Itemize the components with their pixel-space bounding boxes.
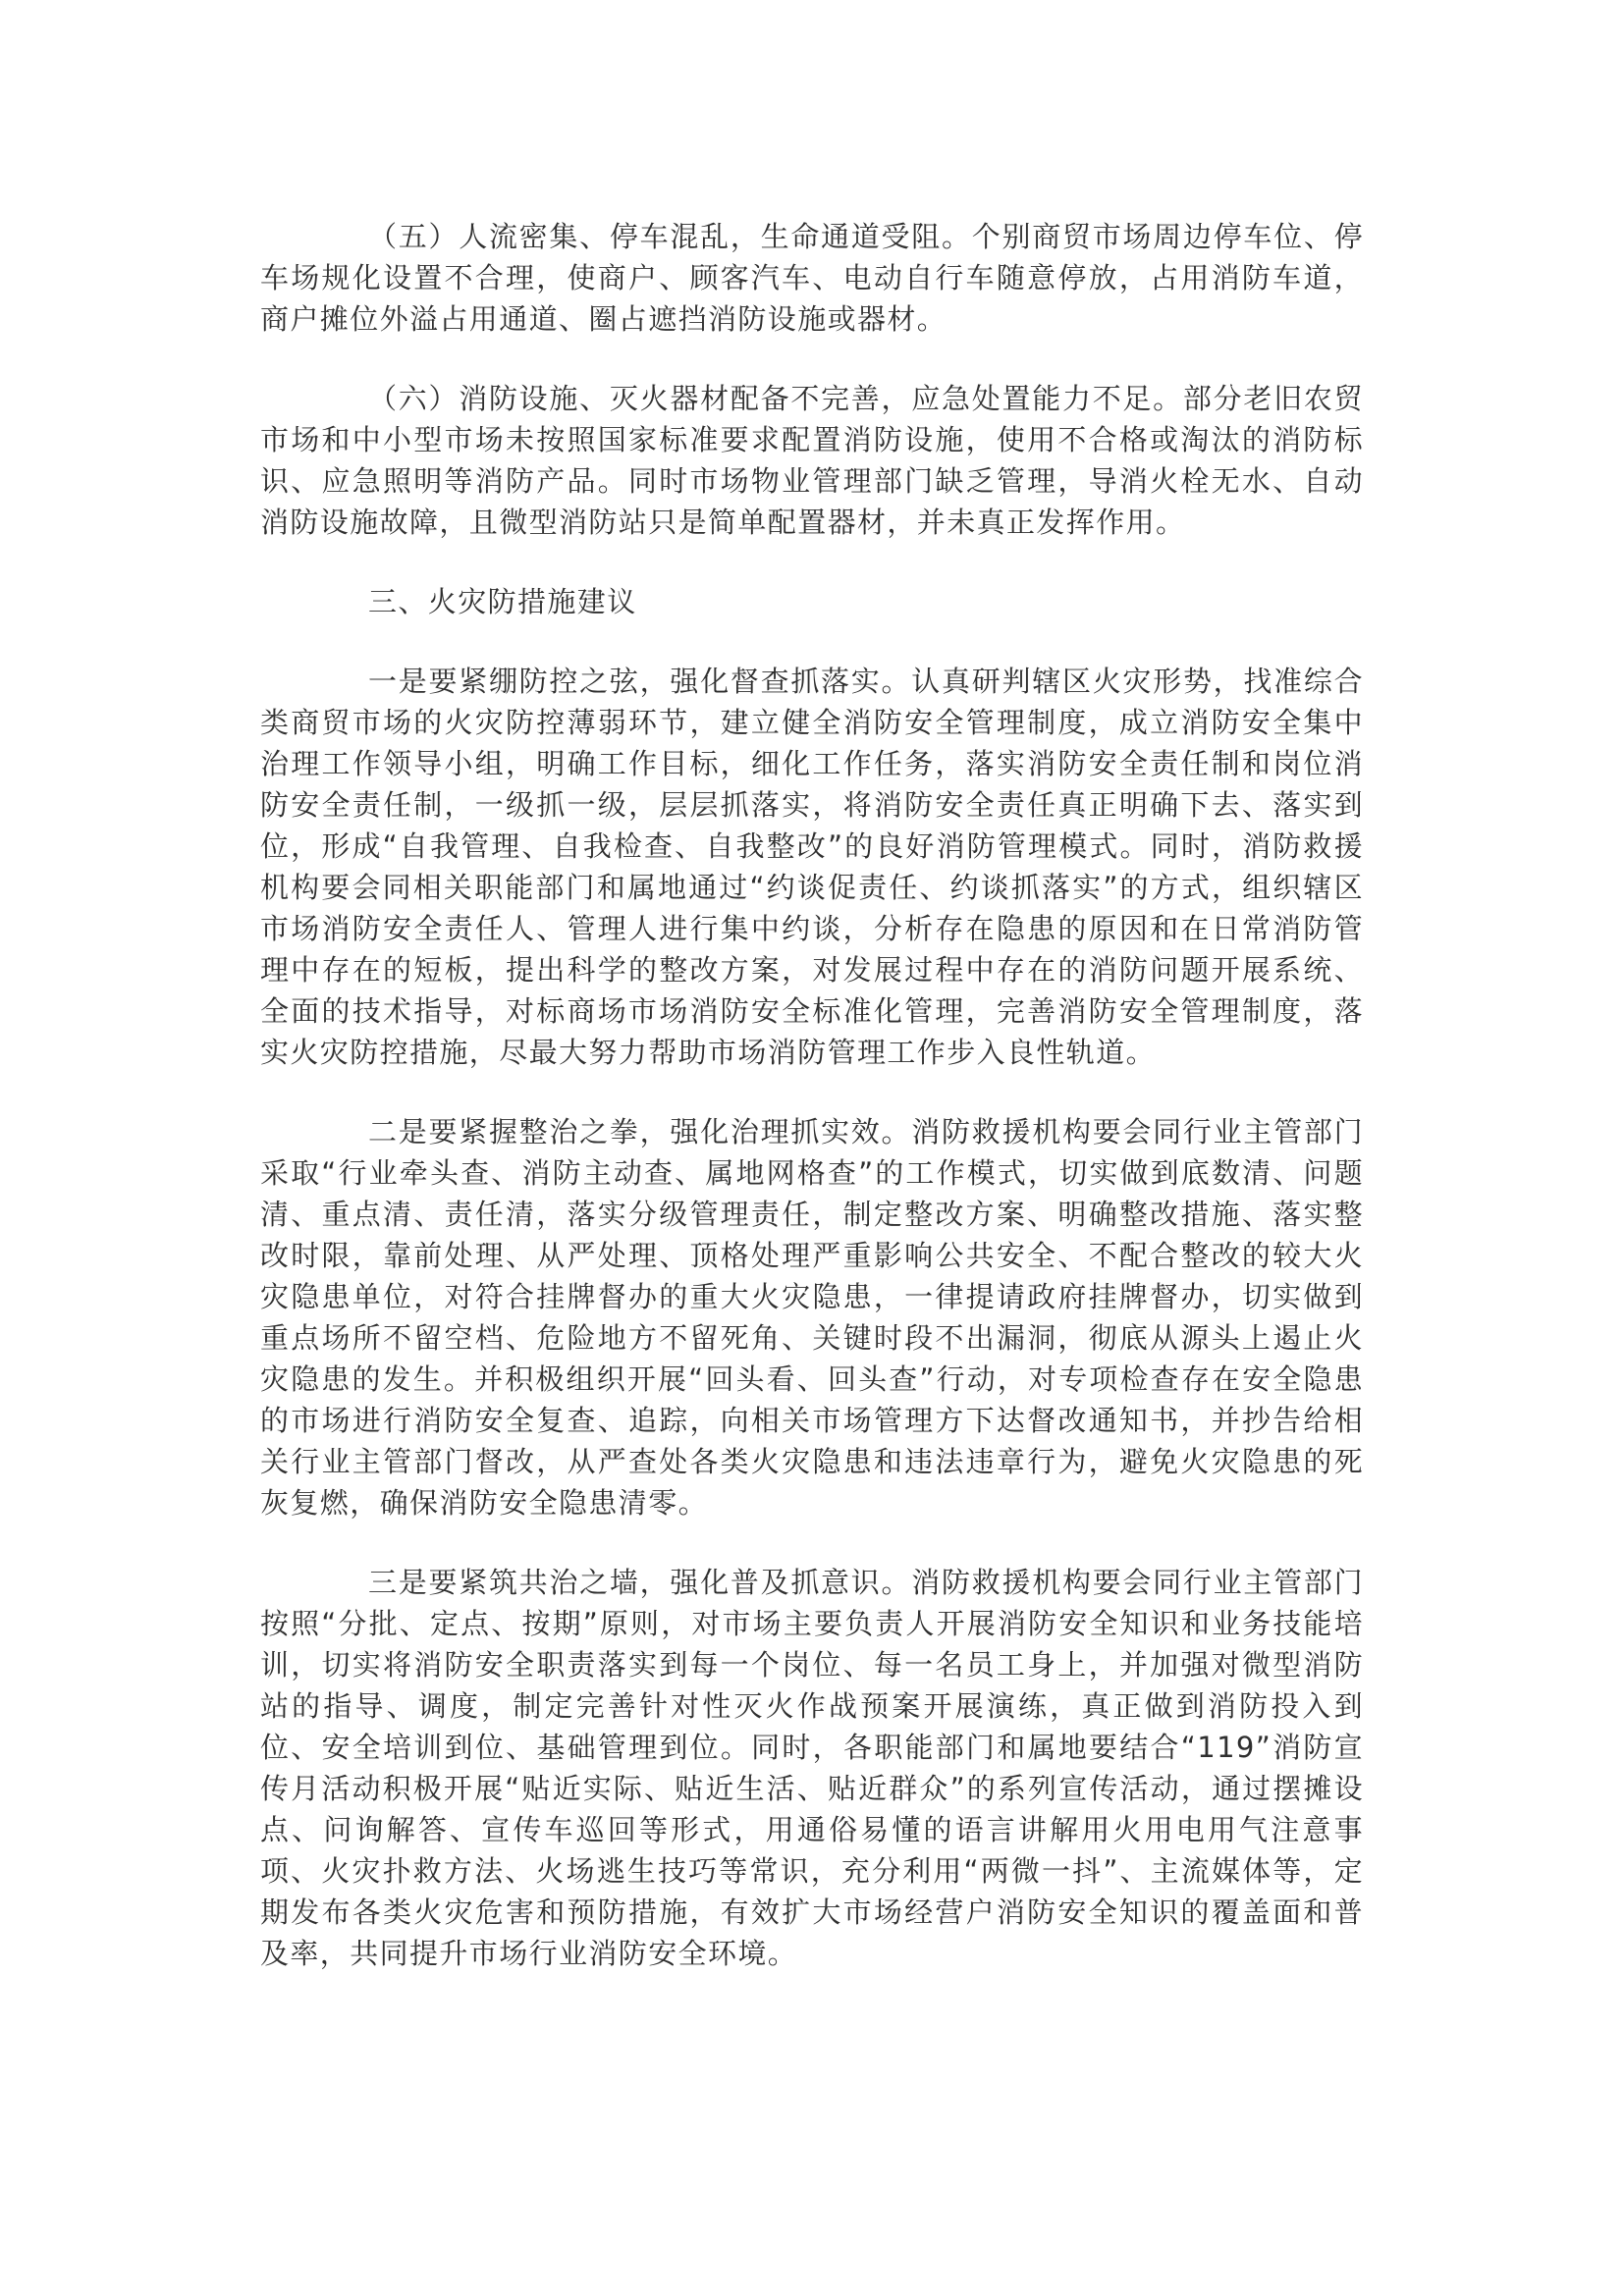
document-page: [260, 216, 1364, 1974]
paragraph-suggestion-three: 三是要紧筑共治之墙，强化普及抓意识。消防救援机构要会同行业主管部门按照“分批、定点、按期”原则，对市场主要负责人开展消防安全知识和业务技能培训，切实将消防安全职责落实到每一个岗位、每一名员工身上，并加强对微型消防站的指导、调度，制定完善针对性灭火作战预案开展演练，真正做到消防投入到位、安全培训到位、基础管理到位。同时，各职能部门和属地要结合“119”消防宣传月活动积极开展“贴近实际、贴近生活、贴近群众”的系列宣传活动，通过摆摊设点、问询解答、宣传车巡回等形式，用通俗易懂的语言讲解用火用电用气注意事项、火灾扑救方法、火场逃生技巧等常识，充分利用“两微一抖”、主流媒体等，定期发布各类火灾危害和预防措施，有效扩大市场经营户消防安全知识的覆盖面和普及率，共同提升市场行业消防安全环境。: [260, 1566, 1364, 1970]
paragraph-five-crowding: （五）人流密集、停车混乱，生命通道受阻。个别商贸市场周边停车位、停车场规化设置不合理，使商户、顾客汽车、电动自行车随意停放，占用消防车道，商户摊位外溢占用通道、圈占遮挡消防设施或器材。: [260, 220, 1364, 336]
section-heading-fire-prevention: 三、火灾防措施建议: [368, 585, 637, 618]
paragraph-six-facilities: （六）消防设施、灭火器材配备不完善，应急处置能力不足。部分老旧农贸市场和中小型市场未按照国家标准要求配置消防设施，使用不合格或淘汰的消防标识、应急照明等消防产品。同时市场物业管理部门缺乏管理，导消火栓无水、自动消防设施故障，且微型消防站只是简单配置器材，并未真正发挥作用。: [260, 382, 1364, 539]
paragraph-suggestion-two: 二是要紧握整治之拳，强化治理抓实效。消防救援机构要会同行业主管部门采取“行业牵头查、消防主动查、属地网格查”的工作模式，切实做到底数清、问题清、重点清、责任清，落实分级管理责任，制定整改方案、明确整改措施、落实整改时限，靠前处理、从严处理、顶格处理严重影响公共安全、不配合整改的较大火灾隐患单位，对符合挂牌督办的重大火灾隐患，一律提请政府挂牌督办，切实做到重点场所不留空档、危险地方不留死角、关键时段不出漏洞，彻底从源头上遏止火灾隐患的发生。并积极组织开展“回头看、回头查”行动，对专项检查存在安全隐患的市场进行消防安全复查、追踪，向相关市场管理方下达督改通知书，并抄告给相关行业主管部门督改，从严查处各类火灾隐患和违法违章行为，避免火灾隐患的死灰复燃，确保消防安全隐患清零。: [260, 1115, 1364, 1520]
paragraph-suggestion-one: 一是要紧绷防控之弦，强化督查抓落实。认真研判辖区火灾形势，找准综合类商贸市场的火灾防控薄弱环节，建立健全消防安全管理制度，成立消防安全集中治理工作领导小组，明确工作目标，细化工作任务，落实消防安全责任制和岗位消防安全责任制，一级抓一级，层层抓落实，将消防安全责任真正明确下去、落实到位，形成“自我管理、自我检查、自我整改”的良好消防管理模式。同时，消防救援机构要会同相关职能部门和属地通过“约谈促责任、约谈抓落实”的方式，组织辖区市场消防安全责任人、管理人进行集中约谈，分析存在隐患的原因和在日常消防管理中存在的短板，提出科学的整改方案，对发展过程中存在的消防问题开展系统、全面的技术指导，对标商场市场消防安全标准化管理，完善消防安全管理制度，落实火灾防控措施，尽最大努力帮助市场消防管理工作步入良性轨道。: [260, 665, 1364, 1069]
